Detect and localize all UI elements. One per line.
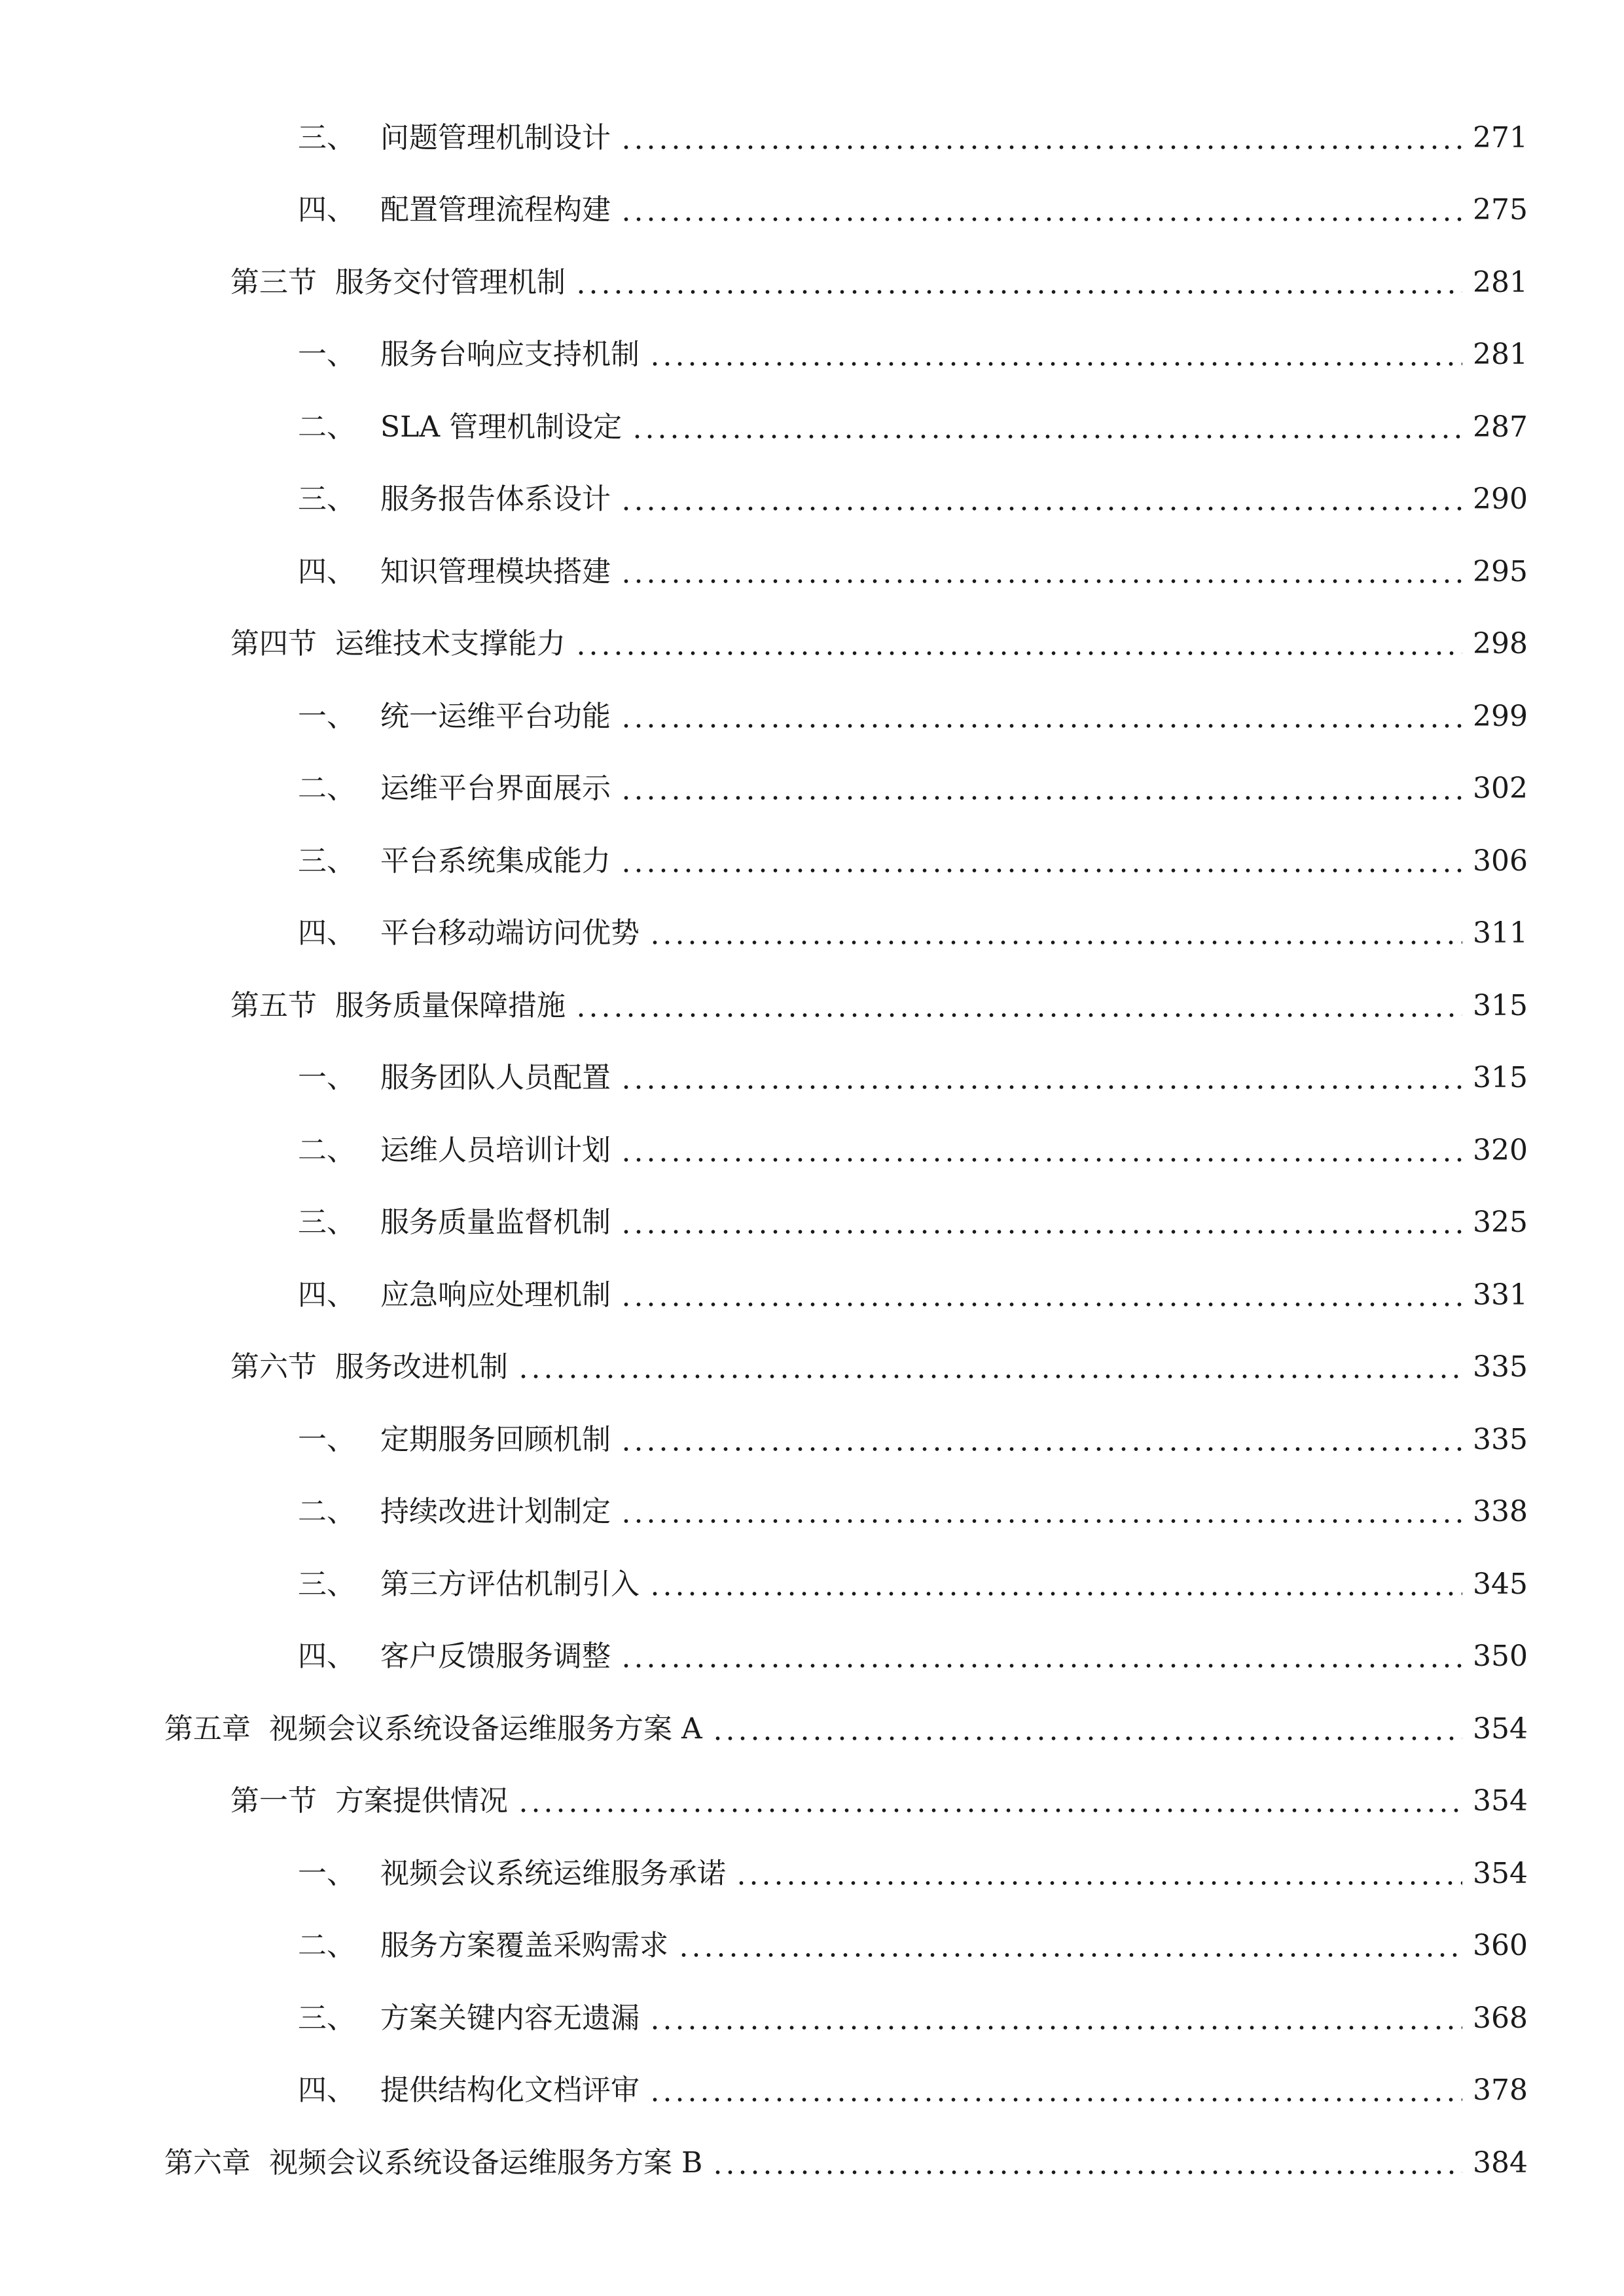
toc-entry[interactable]	[0, 662, 1624, 735]
toc-entry[interactable]	[0, 1241, 1624, 1314]
dot-leader	[649, 1592, 1462, 1596]
dot-leader	[631, 435, 1462, 439]
toc-entry-number: 四、	[298, 554, 355, 588]
toc-entry-page-number: 299	[1473, 699, 1528, 733]
toc-entry-title: 运维技术支撑能力	[335, 627, 566, 660]
toc-entry-page-number: 295	[1473, 554, 1528, 588]
toc-entry-number: 一、	[298, 699, 355, 733]
toc-entry-number: 二、	[298, 772, 355, 805]
toc-entry-page-number: 287	[1473, 410, 1528, 444]
toc-entry-number: 三、	[298, 844, 355, 878]
dot-leader	[517, 1808, 1462, 1812]
toc-entry[interactable]	[0, 1820, 1624, 1892]
dot-leader	[620, 796, 1462, 800]
toc-entry-number: 第四节	[230, 627, 317, 660]
toc-entry-number: 三、	[298, 1567, 355, 1601]
dot-leader	[712, 1736, 1462, 1740]
toc-entry-page-number: 290	[1473, 482, 1528, 516]
toc-entry-number: 二、	[298, 1133, 355, 1167]
toc-entry-number: 一、	[298, 1422, 355, 1456]
toc-entry-title: SLA 管理机制设定	[380, 410, 623, 444]
toc-entry-title: 平台系统集成能力	[380, 844, 611, 878]
table-of-contents	[0, 84, 1624, 2181]
toc-entry-title: 服务质量保障措施	[335, 988, 566, 1022]
dot-leader	[735, 1881, 1462, 1885]
toc-entry[interactable]	[0, 1964, 1624, 2037]
toc-entry-number: 四、	[298, 1640, 355, 1673]
toc-entry-page-number: 320	[1473, 1133, 1528, 1167]
toc-entry-title: 视频会议系统运维服务承诺	[380, 1856, 726, 1890]
toc-entry-number: 三、	[298, 2001, 355, 2035]
toc-entry-title: 持续改进计划制定	[380, 1495, 611, 1528]
toc-entry-page-number: 354	[1473, 1856, 1528, 1890]
toc-entry-page-number: 281	[1473, 338, 1528, 371]
toc-entry[interactable]	[0, 2109, 1624, 2181]
toc-entry[interactable]	[0, 1314, 1624, 1386]
toc-entry-title: 服务质量监督机制	[380, 1206, 611, 1239]
dot-leader	[620, 869, 1462, 872]
toc-entry[interactable]	[0, 84, 1624, 156]
toc-entry[interactable]	[0, 1603, 1624, 1676]
dot-leader	[575, 651, 1462, 655]
toc-entry-title: 方案关键内容无遗漏	[380, 2001, 640, 2035]
toc-entry-title: 服务团队人员配置	[380, 1061, 611, 1094]
dot-leader	[649, 2098, 1462, 2102]
toc-entry-page-number: 331	[1473, 1278, 1528, 1312]
toc-entry[interactable]	[0, 373, 1624, 446]
toc-entry[interactable]	[0, 1024, 1624, 1097]
dot-leader	[620, 507, 1462, 511]
toc-entry-number: 四、	[298, 193, 355, 226]
toc-entry-page-number: 335	[1473, 1422, 1528, 1456]
toc-entry-title: 视频会议系统设备运维服务方案 B	[269, 2145, 703, 2179]
toc-entry-number: 四、	[298, 2073, 355, 2107]
toc-entry-title: 服务方案覆盖采购需求	[380, 1929, 668, 1962]
toc-entry[interactable]	[0, 1096, 1624, 1169]
toc-entry-page-number: 271	[1473, 120, 1528, 154]
toc-entry-title: 提供结构化文档评审	[380, 2073, 640, 2107]
dot-leader	[620, 1519, 1462, 1523]
toc-entry-number: 一、	[298, 1061, 355, 1094]
toc-entry-page-number: 325	[1473, 1206, 1528, 1239]
toc-entry-number: 二、	[298, 1495, 355, 1528]
toc-entry-page-number: 378	[1473, 2073, 1528, 2107]
toc-entry[interactable]	[0, 446, 1624, 518]
toc-entry-title: 服务台响应支持机制	[380, 338, 640, 371]
toc-entry[interactable]	[0, 1530, 1624, 1603]
dot-leader	[575, 290, 1462, 294]
toc-entry[interactable]	[0, 1386, 1624, 1458]
toc-entry-title: 平台移动端访问优势	[380, 916, 640, 950]
toc-entry-page-number: 281	[1473, 265, 1528, 299]
toc-entry-number: 三、	[298, 482, 355, 516]
toc-entry-number: 四、	[298, 1278, 355, 1312]
dot-leader	[712, 2170, 1462, 2174]
dot-leader	[517, 1374, 1462, 1378]
toc-entry-title: 服务改进机制	[335, 1350, 508, 1384]
toc-entry-page-number: 315	[1473, 988, 1528, 1022]
dot-leader	[620, 579, 1462, 583]
dot-leader	[620, 1230, 1462, 1234]
dot-leader	[649, 941, 1462, 944]
dot-leader	[620, 1664, 1462, 1668]
dot-leader	[649, 2026, 1462, 2030]
toc-entry-page-number: 345	[1473, 1567, 1528, 1601]
toc-entry-number: 第五节	[230, 988, 317, 1022]
toc-entry[interactable]	[0, 1748, 1624, 1820]
toc-entry-title: 客户反馈服务调整	[380, 1640, 611, 1673]
toc-entry-title: 配置管理流程构建	[380, 193, 611, 226]
toc-entry-title: 知识管理模块搭建	[380, 554, 611, 588]
toc-entry-page-number: 368	[1473, 2001, 1528, 2035]
toc-entry-page-number: 338	[1473, 1495, 1528, 1528]
toc-entry[interactable]	[0, 1458, 1624, 1531]
toc-entry[interactable]	[0, 2037, 1624, 2109]
dot-leader	[620, 145, 1462, 149]
dot-leader	[620, 1302, 1462, 1306]
toc-entry-number: 第六章	[164, 2145, 251, 2179]
toc-entry-page-number: 384	[1473, 2145, 1528, 2179]
toc-entry-page-number: 298	[1473, 627, 1528, 660]
toc-entry-number: 三、	[298, 1206, 355, 1239]
toc-entry[interactable]	[0, 807, 1624, 880]
toc-entry-number: 二、	[298, 410, 355, 444]
toc-entry[interactable]	[0, 228, 1624, 301]
toc-entry-title: 应急响应处理机制	[380, 1278, 611, 1312]
toc-entry-title: 服务交付管理机制	[335, 265, 566, 299]
toc-entry[interactable]	[0, 735, 1624, 808]
toc-entry-number: 一、	[298, 1856, 355, 1890]
toc-entry-number: 二、	[298, 1929, 355, 1962]
toc-entry-page-number: 306	[1473, 844, 1528, 878]
toc-entry-title: 第三方评估机制引入	[380, 1567, 640, 1601]
toc-entry-number: 第五章	[164, 1712, 251, 1746]
toc-entry[interactable]	[0, 1675, 1624, 1748]
toc-entry-number: 四、	[298, 916, 355, 950]
dot-leader	[620, 724, 1462, 728]
toc-entry[interactable]	[0, 301, 1624, 374]
toc-entry-title: 统一运维平台功能	[380, 699, 611, 733]
toc-entry-page-number: 354	[1473, 1784, 1528, 1818]
dot-leader	[620, 1447, 1462, 1451]
dot-leader	[677, 1953, 1462, 1957]
toc-entry-title: 服务报告体系设计	[380, 482, 611, 516]
toc-entry-page-number: 315	[1473, 1061, 1528, 1094]
toc-entry[interactable]	[0, 952, 1624, 1024]
dot-leader	[620, 1158, 1462, 1162]
toc-entry-number: 一、	[298, 338, 355, 371]
toc-entry-title: 方案提供情况	[335, 1784, 508, 1818]
dot-leader	[649, 362, 1462, 366]
toc-entry[interactable]	[0, 1169, 1624, 1242]
toc-entry-page-number: 335	[1473, 1350, 1528, 1384]
toc-entry-page-number: 275	[1473, 193, 1528, 226]
toc-entry[interactable]	[0, 880, 1624, 952]
toc-entry-page-number: 350	[1473, 1640, 1528, 1673]
toc-entry-number: 第六节	[230, 1350, 317, 1384]
toc-entry[interactable]	[0, 1892, 1624, 1965]
toc-entry-number: 第三节	[230, 265, 317, 299]
dot-leader	[620, 1085, 1462, 1089]
toc-entry[interactable]	[0, 590, 1624, 663]
toc-entry-title: 运维平台界面展示	[380, 772, 611, 805]
dot-leader	[575, 1013, 1462, 1017]
toc-entry-title: 运维人员培训计划	[380, 1133, 611, 1167]
toc-entry-page-number: 360	[1473, 1929, 1528, 1962]
dot-leader	[620, 217, 1462, 221]
toc-entry-page-number: 354	[1473, 1712, 1528, 1746]
toc-entry-page-number: 302	[1473, 772, 1528, 805]
toc-entry-title: 定期服务回顾机制	[380, 1422, 611, 1456]
toc-entry-title: 视频会议系统设备运维服务方案 A	[269, 1712, 702, 1746]
toc-entry-number: 三、	[298, 120, 355, 154]
toc-entry[interactable]	[0, 156, 1624, 229]
toc-entry-title: 问题管理机制设计	[380, 120, 611, 154]
toc-entry-number: 第一节	[230, 1784, 317, 1818]
toc-entry-page-number: 311	[1473, 916, 1528, 950]
toc-entry[interactable]	[0, 518, 1624, 590]
